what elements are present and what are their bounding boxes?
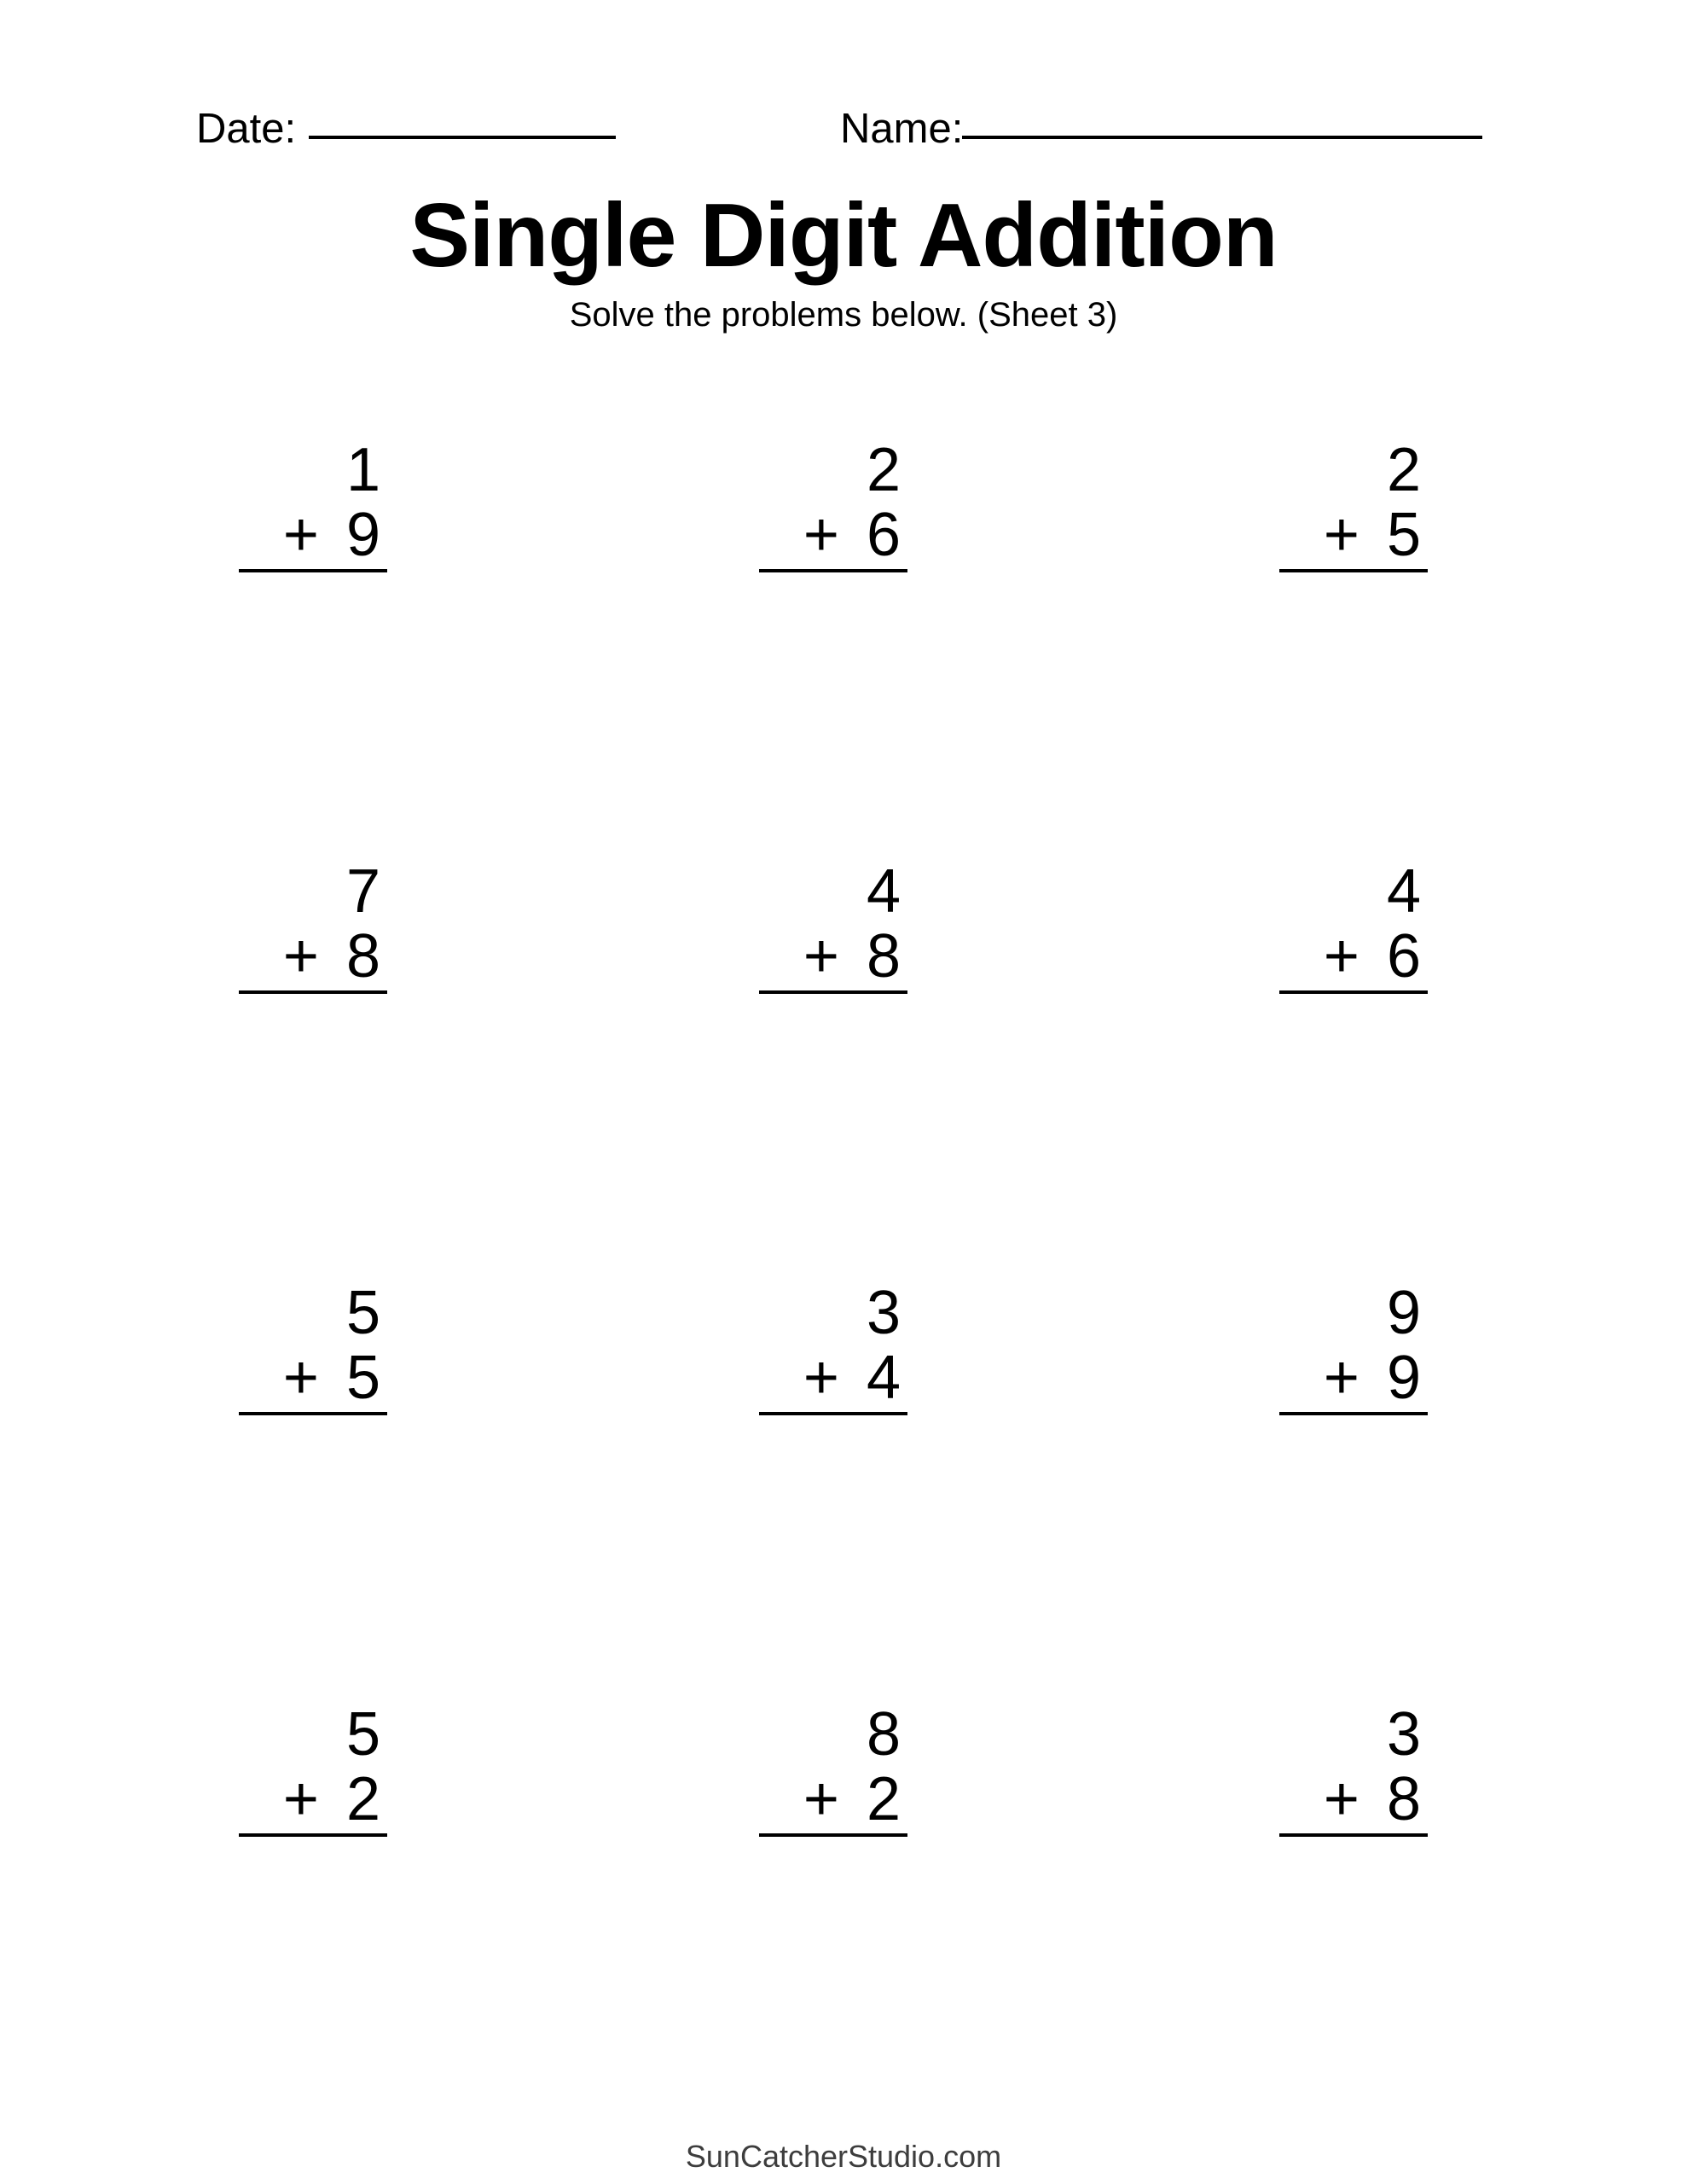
problem-bottom-row [1279,502,1428,567]
problem-top-number: 3 [866,1279,901,1347]
addition-problem-8 [759,1281,907,1415]
addition-problem-4 [239,859,387,994]
answer-line [239,1833,387,1837]
answer-line [759,990,907,994]
problem-top-number: 4 [866,857,901,926]
problem-bottom-row [1279,924,1428,989]
problem-bottom-number: 6 [1386,922,1421,990]
addition-problem-12 [1279,1702,1428,1837]
addition-problem-3 [1279,438,1428,572]
name-label: Name: [840,106,964,152]
problem-bottom-row [1279,1767,1428,1832]
plus-operator: + [282,922,319,990]
page-subtitle: Solve the problems below. (Sheet 3) [569,296,1118,334]
problem-bottom-number: 2 [345,1765,380,1833]
problem-top-number: 7 [345,857,380,926]
answer-line [239,990,387,994]
problem-top-number: 5 [345,1700,380,1769]
problem-bottom-number: 4 [866,1344,901,1412]
page-title: Single Digit Addition [409,185,1278,286]
problem-top-number: 9 [1386,1279,1421,1347]
problem-top-number: 2 [866,436,901,504]
answer-line [1279,1412,1428,1415]
problem-bottom-number: 2 [866,1765,901,1833]
problem-bottom-number: 5 [1386,501,1421,569]
problem-bottom-row [239,1767,387,1832]
plus-operator: + [803,1344,839,1412]
addition-problem-10 [239,1702,387,1837]
problem-bottom-row [759,1345,907,1410]
problem-top-number: 4 [1386,857,1421,926]
answer-line [1279,990,1428,994]
problem-bottom-number: 8 [345,922,380,990]
plus-operator: + [1323,922,1359,990]
problem-top-number: 5 [345,1279,380,1347]
footer-site-credit: SunCatcherStudio.com [685,2139,1002,2174]
addition-problem-7 [239,1281,387,1415]
answer-line [1279,569,1428,572]
problem-bottom-number: 9 [345,501,380,569]
answer-line [239,1412,387,1415]
problems-grid [239,438,1428,1837]
problem-bottom-row [759,502,907,567]
plus-operator: + [1323,1765,1359,1833]
addition-problem-5 [759,859,907,994]
answer-line [239,569,387,572]
problem-bottom-number: 5 [345,1344,380,1412]
addition-problem-1 [239,438,387,572]
problem-bottom-row [239,1345,387,1410]
problem-bottom-row [239,502,387,567]
addition-problem-2 [759,438,907,572]
plus-operator: + [803,922,839,990]
answer-line [759,1833,907,1837]
problem-bottom-number: 6 [866,501,901,569]
answer-line [1279,1833,1428,1837]
problem-bottom-number: 9 [1386,1344,1421,1412]
plus-operator: + [1323,501,1359,569]
plus-operator: + [803,1765,839,1833]
addition-problem-9 [1279,1281,1428,1415]
problem-bottom-row [1279,1345,1428,1410]
problem-top-number: 2 [1386,436,1421,504]
problem-bottom-number: 8 [1386,1765,1421,1833]
addition-problem-6 [1279,859,1428,994]
problem-bottom-row [759,924,907,989]
problem-bottom-row [239,924,387,989]
date-label: Date: [196,106,297,152]
date-blank-line [309,136,616,139]
plus-operator: + [1323,1344,1359,1412]
problem-top-number: 1 [345,436,380,504]
name-blank-line [962,136,1482,139]
answer-line [759,569,907,572]
problem-top-number: 8 [866,1700,901,1769]
plus-operator: + [282,501,319,569]
problem-bottom-number: 8 [866,922,901,990]
plus-operator: + [282,1344,319,1412]
problem-bottom-row [759,1767,907,1832]
answer-line [759,1412,907,1415]
problem-top-number: 3 [1386,1700,1421,1769]
plus-operator: + [282,1765,319,1833]
addition-problem-11 [759,1702,907,1837]
plus-operator: + [803,501,839,569]
